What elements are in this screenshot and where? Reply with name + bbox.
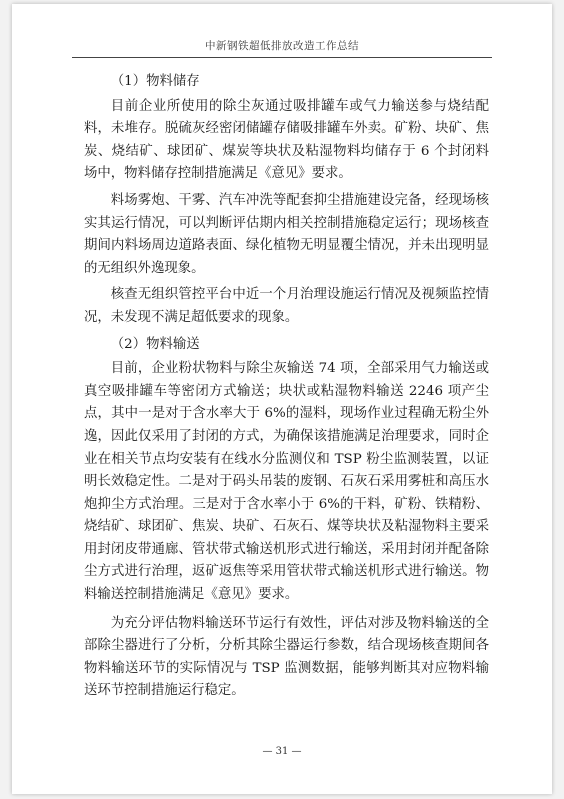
paragraph: 料场雾炮、干雾、汽车冲洗等配套抑尘措施建设完备，经现场核实其运行情况，可以判断评估期内相关控制措施稳定运行；现场核查期间内料场周边道路表面、绿化植物无明显覆尘情况，并未出现明显的无组织外逸现象。 [84,192,489,276]
document-page [12,4,552,794]
page-number: — 31 — [262,746,302,757]
paragraph: 目前企业所使用的除尘灰通过吸排罐车或气力输送参与烧结配料，未堆存。脱硫灰经密闭储罐存储吸排罐车外卖。矿粉、块矿、焦炭、烧结矿、球团矿、煤炭等块状及粘湿物料均储存于 6 个封闭料场中，物料储存控制措施满足《意见》要求。 [84,98,489,182]
paragraph: 为充分评估物料输送环节运行有效性，评估对涉及物料输送的全部除尘器进行了分析，分析其除尘器运行参数，结合现场核查期间各物料输送环节的实际情况与 TSP 监测数据，能够判断其对应物料输送环节控制措施运行稳定。 [84,615,489,699]
page-content [84,71,489,707]
paragraph: 目前，企业粉状物料与除尘灰输送 74 项，全部采用气力输送或真空吸排罐车等密闭方式输送；块状或粘湿物料输送 2246 项产尘点，其中一是对于含水率大于 6%的湿料，现场作业过程确无粉尘外逸，因此仅采用了封闭的方式，为确保该措施满足治理要求，同时企业在相关节点均安装有在线水分监测仪和 TSP 粉尘监测装置，以证明长效稳定性。二是对于码头吊装的废钢、石灰石采用雾桩和高压水炮抑尘方式治理。三是对于含水率小于 6%的干料，矿粉、铁精粉、烧结矿、球团矿、焦炭、块矿、石灰石、煤等块状及粘湿物料主要采用封闭皮带通廊、管状带式输送机形式进行输送，采用封闭并配备除尘方式进行治理，返矿返焦等采用管状带式输送机形式进行输送。物料输送控制措施满足《意见》要求。 [84,361,489,603]
section-heading-material-storage: （1）物料储存 [110,74,200,89]
running-header: 中新钢铁超低排放改造工作总结 [72,38,492,58]
paragraph: 核查无组织管控平台中近一个月治理设施运行情况及视频监控情况，未发现不满足超低要求的现象。 [84,287,489,325]
section-heading-material-transport: （2）物料输送 [110,336,200,352]
